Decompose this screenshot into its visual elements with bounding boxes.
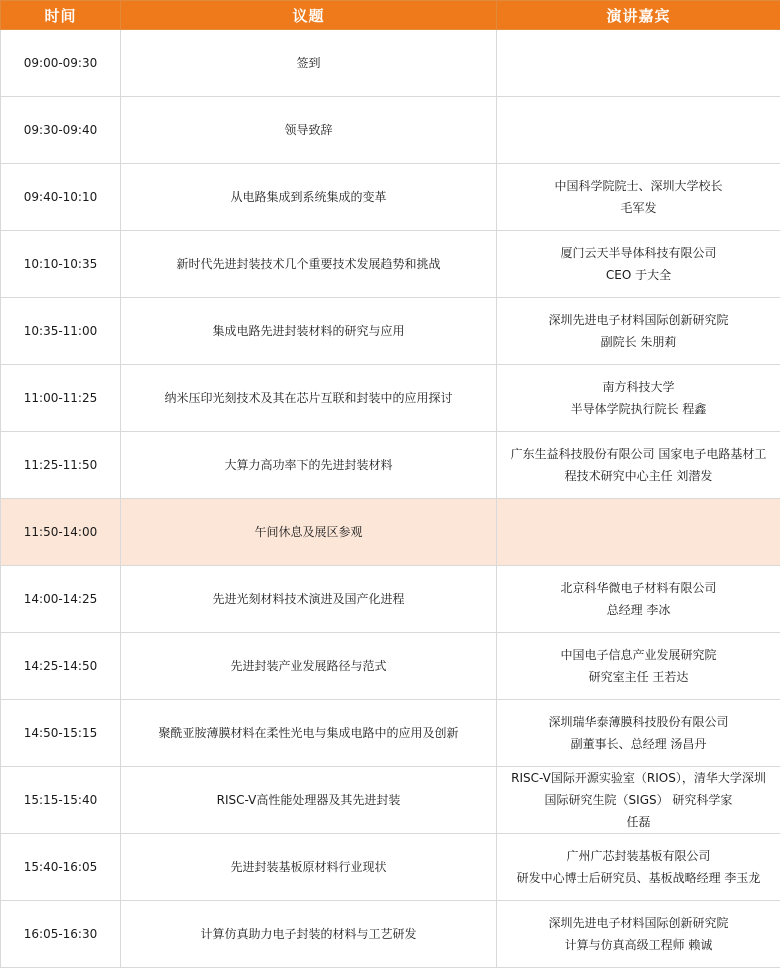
- speaker-line: 任磊: [626, 815, 651, 829]
- agenda-row: [1, 97, 780, 164]
- agenda-row: [1, 901, 780, 968]
- agenda-row: [1, 30, 780, 97]
- speaker-line: 副董事长、总经理 汤昌丹: [570, 737, 707, 751]
- speaker-line: 南方科技大学: [602, 380, 675, 394]
- agenda-row: [1, 767, 780, 834]
- session-topic: 计算仿真助力电子封装的材料与工艺研发: [121, 901, 497, 968]
- session-time: 14:00-14:25: [1, 566, 121, 633]
- agenda-row: [1, 633, 780, 700]
- session-time: 16:05-16:30: [1, 901, 121, 968]
- speaker-line: 深圳先进电子材料国际创新研究院: [548, 313, 729, 327]
- header-row: [1, 1, 780, 30]
- session-time: 09:00-09:30: [1, 30, 121, 97]
- agenda-body: [1, 30, 780, 968]
- session-time: 14:25-14:50: [1, 633, 121, 700]
- agenda-row: [1, 231, 780, 298]
- session-topic: 大算力高功率下的先进封装材料: [121, 432, 497, 499]
- agenda-row: [1, 700, 780, 767]
- speaker-line: 研发中心博士后研究员、基板战略经理 李玉龙: [516, 871, 761, 885]
- header-speaker: 演讲嘉宾: [497, 1, 780, 30]
- session-speaker: [497, 97, 780, 164]
- session-speaker: [497, 767, 780, 834]
- session-topic: 先进封装产业发展路径与范式: [121, 633, 497, 700]
- session-topic: 领导致辞: [121, 97, 497, 164]
- speaker-line: CEO 于大全: [605, 268, 672, 282]
- session-topic: RISC-V高性能处理器及其先进封装: [121, 767, 497, 834]
- agenda-row: [1, 365, 780, 432]
- session-time: 10:10-10:35: [1, 231, 121, 298]
- session-speaker: [497, 700, 780, 767]
- agenda-row: [1, 566, 780, 633]
- session-topic: 聚酰亚胺薄膜材料在柔性光电与集成电路中的应用及创新: [121, 700, 497, 767]
- break-row: [1, 499, 780, 566]
- session-time: 14:50-15:15: [1, 700, 121, 767]
- session-topic: 先进光刻材料技术演进及国产化进程: [121, 566, 497, 633]
- session-time: 11:00-11:25: [1, 365, 121, 432]
- session-speaker: [497, 298, 780, 365]
- speaker-line: 程技术研究中心主任 刘潜发: [564, 469, 713, 483]
- speaker-line: 副院长 朱朋莉: [600, 335, 677, 349]
- agenda-row: [1, 298, 780, 365]
- speaker-line: 厦门云天半导体科技有限公司: [560, 246, 717, 260]
- speaker-line: 半导体学院执行院长 程鑫: [570, 402, 707, 416]
- speaker-line: 深圳瑞华泰薄膜科技股份有限公司: [548, 715, 729, 729]
- session-topic: 纳米压印光刻技术及其在芯片互联和封装中的应用探讨: [121, 365, 497, 432]
- speaker-line: 毛军发: [620, 201, 657, 215]
- header-topic: 议题: [121, 1, 497, 30]
- session-speaker: [497, 633, 780, 700]
- session-time: 11:50-14:00: [1, 499, 121, 566]
- session-topic: 从电路集成到系统集成的变革: [121, 164, 497, 231]
- session-time: 15:15-15:40: [1, 767, 121, 834]
- agenda-row: [1, 834, 780, 901]
- speaker-line: 广州广芯封装基板有限公司: [566, 849, 711, 863]
- session-speaker: [497, 566, 780, 633]
- speaker-line: 中国科学院院士、深圳大学校长: [554, 179, 723, 193]
- session-topic: 签到: [121, 30, 497, 97]
- session-topic: 集成电路先进封装材料的研究与应用: [121, 298, 497, 365]
- session-speaker: [497, 30, 780, 97]
- session-time: 15:40-16:05: [1, 834, 121, 901]
- session-speaker: [497, 834, 780, 901]
- speaker-line: RISC-V国际开源实验室（RIOS），清华大学深圳: [511, 771, 766, 785]
- session-speaker: [497, 365, 780, 432]
- speaker-line: 计算与仿真高级工程师 赖诚: [564, 938, 713, 952]
- header-time: 时间: [1, 1, 121, 30]
- session-time: 09:40-10:10: [1, 164, 121, 231]
- session-time: 09:30-09:40: [1, 97, 121, 164]
- speaker-line: 国际研究生院（SIGS） 研究科学家: [544, 793, 733, 807]
- session-speaker: [497, 164, 780, 231]
- speaker-line: 北京科华微电子材料有限公司: [560, 581, 717, 595]
- session-speaker: [497, 499, 780, 566]
- agenda-row: [1, 164, 780, 231]
- session-topic: 新时代先进封装技术几个重要技术发展趋势和挑战: [121, 231, 497, 298]
- session-speaker: [497, 901, 780, 968]
- session-speaker: [497, 432, 780, 499]
- speaker-line: 深圳先进电子材料国际创新研究院: [548, 916, 729, 930]
- speaker-line: 研究室主任 王若达: [588, 670, 689, 684]
- session-time: 11:25-11:50: [1, 432, 121, 499]
- session-topic: 先进封装基板原材料行业现状: [121, 834, 497, 901]
- speaker-line: 中国电子信息产业发展研究院: [560, 648, 717, 662]
- session-topic: 午间休息及展区参观: [121, 499, 497, 566]
- session-time: 10:35-11:00: [1, 298, 121, 365]
- speaker-line: 广东生益科技股份有限公司 国家电子电路基材工: [510, 447, 767, 461]
- agenda-row: [1, 432, 780, 499]
- speaker-line: 总经理 李冰: [606, 603, 671, 617]
- session-speaker: [497, 231, 780, 298]
